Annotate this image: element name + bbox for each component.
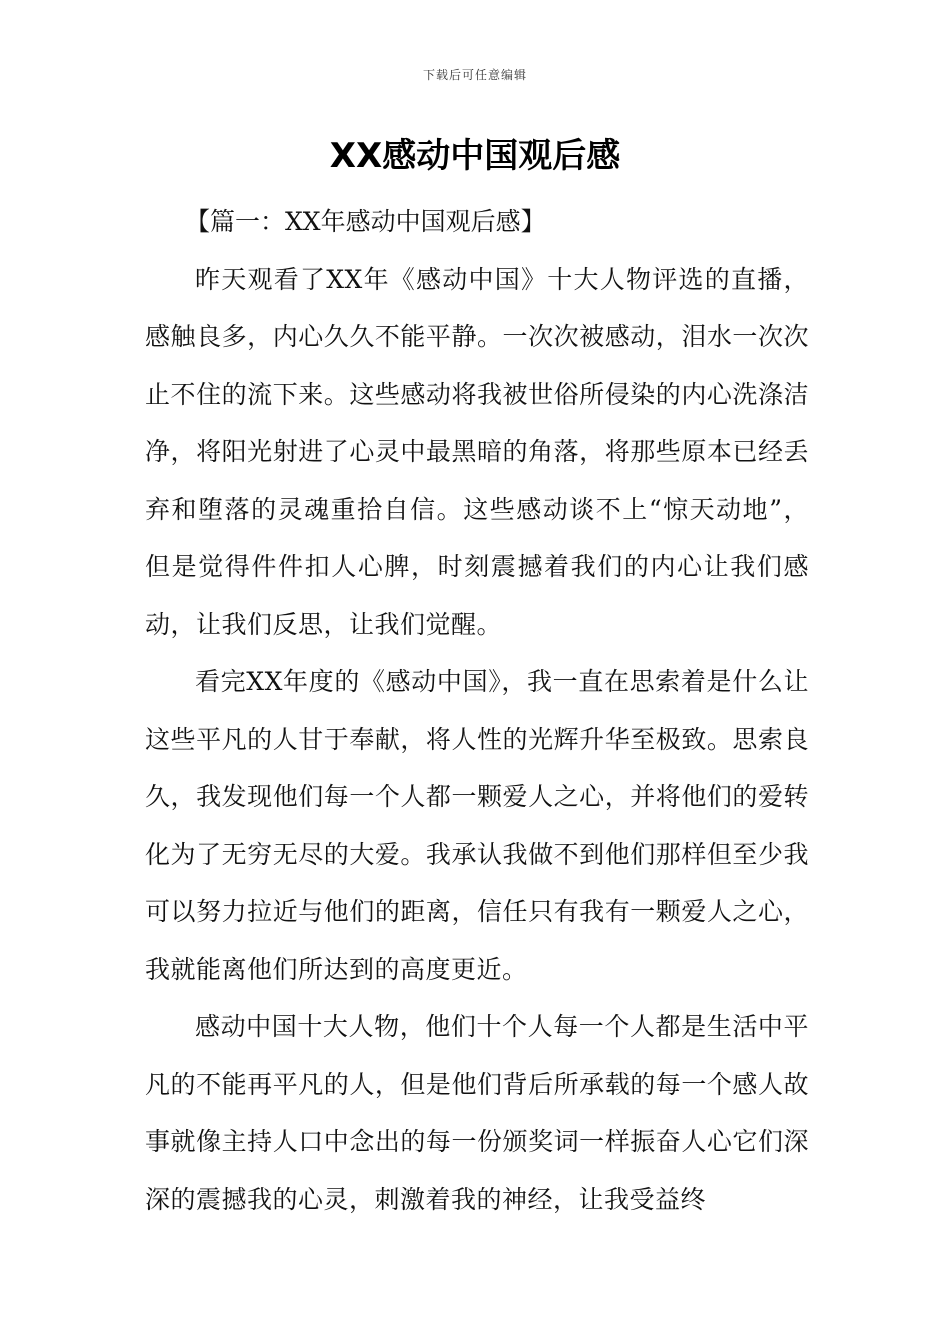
paragraph-3: 感动中国十大人物，他们十个人每一个人都是生活中平凡的不能再平凡的人，但是他们背后所承载的每一个感人故事就像主持人口中念出的每一份颁奖词一样振奋人心它们深深的震撼我的心灵，刺激着我的神经，让我受益终 [145,1012,809,1214]
paragraph-2: 看完XX年度的《感动中国》，我一直在思索着是什么让这些平凡的人甘于奉献，将人性的光辉升华至极致。思索良久，我发现他们每一个人都一颗爱人之心，并将他们的爱转化为了无穷无尽的大爱。我承认我做不到他们那样但至少我可以努力拉近与他们的距离，信任只有我有一颗爱人之心，我就能离他们所达到的高度更近。 [145,667,809,984]
paragraph-1: 昨天观看了XX年《感动中国》十大人物评选的直播，感触良多，内心久久不能平静。一次次被感动，泪水一次次止不住的流下来。这些感动将我被世俗所侵染的内心洗涤洁净，将阳光射进了心灵中最黑暗的角落，将那些原本已经丢弃和堕落的灵魂重拾自信。这些感动谈不上“惊天动地”，但是觉得件件扣人心脾，时刻震撼着我们的内心让我们感动，让我们反思，让我们觉醒。 [145,264,809,639]
section-heading: 【篇一：XX年感动中国观后感】 [185,207,546,236]
document-body [145,193,809,1228]
page-title: XX感动中国观后感 [329,136,621,176]
header-note: 下载后可任意编辑 [422,68,527,82]
